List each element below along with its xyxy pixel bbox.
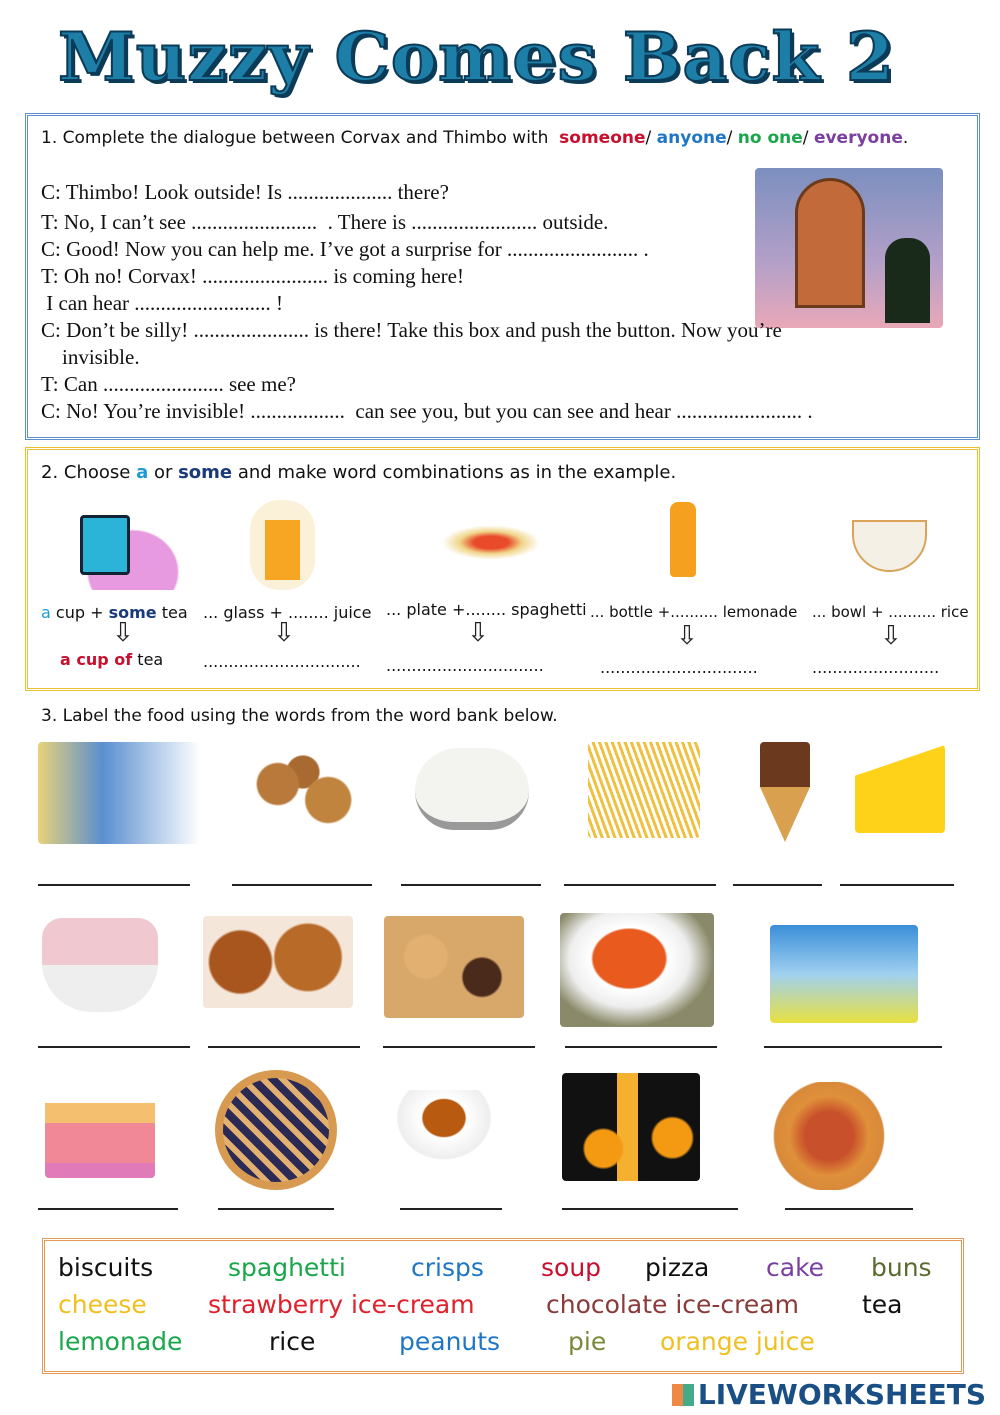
- dialogue-line: T: Oh no! Corvax! ........................ is coming here!: [41, 264, 464, 288]
- word-bank-word[interactable]: biscuits: [58, 1253, 154, 1282]
- dialogue-line: I can hear .......................... !: [41, 291, 284, 315]
- label-blank[interactable]: [38, 884, 190, 886]
- phrase-glass-juice: ... glass + ........ juice: [203, 603, 372, 622]
- logo-icon: [672, 1384, 694, 1406]
- plate-of-spaghetti-picture: [442, 525, 540, 560]
- pizza-picture: [770, 1082, 888, 1190]
- label-blank[interactable]: [218, 1208, 334, 1210]
- peanuts-picture: [240, 752, 366, 832]
- down-arrow-icon: ⇩: [676, 621, 698, 651]
- logo-text: LIVEWORKSHEETS: [697, 1378, 986, 1411]
- section-1-instruction: 1. Complete the dialogue between Corvax and Thimbo with someone/ anyone/ no one/ everyone.: [41, 128, 909, 148]
- dialogue-line: C: Good! Now you can help me. I’ve got a surprise for ......................... .: [41, 237, 649, 261]
- label-blank[interactable]: [785, 1208, 913, 1210]
- label-blank[interactable]: [400, 1208, 502, 1210]
- answer-bottle-lemonade[interactable]: ...............................: [600, 658, 758, 677]
- label-blank[interactable]: [208, 1046, 360, 1048]
- down-arrow-icon: ⇩: [880, 621, 902, 651]
- label-blank[interactable]: [383, 1046, 535, 1048]
- dialogue-line: C: Don’t be silly! ...................... is there! Take this box and push the button. Now you’re: [41, 318, 782, 342]
- spaghetti-picture: [588, 742, 700, 838]
- label-blank[interactable]: [764, 1046, 942, 1048]
- dialogue-line: T: No, I can’t see ........................ . There is ........................ outside.: [41, 210, 609, 234]
- label-blank[interactable]: [565, 1046, 717, 1048]
- dialogue-line: C: No! You’re invisible! .................. can see you, but you can see and hear ........................ .: [41, 399, 813, 423]
- biscuits-picture: [384, 916, 524, 1018]
- label-blank[interactable]: [840, 884, 954, 886]
- dialogue-line: invisible.: [41, 345, 140, 369]
- word-bank-word[interactable]: orange juice: [660, 1327, 815, 1356]
- soup-picture: [560, 913, 714, 1027]
- section-2-instruction: 2. Choose a or some and make word combinations as in the example.: [41, 462, 677, 483]
- word-bank-word[interactable]: rice: [269, 1327, 316, 1356]
- down-arrow-icon: ⇩: [467, 618, 489, 648]
- chocolate-ice-cream-picture: [760, 742, 810, 842]
- label-blank[interactable]: [562, 1208, 738, 1210]
- answer-bowl-rice[interactable]: .........................: [812, 658, 940, 677]
- label-blank[interactable]: [564, 884, 716, 886]
- word-bank-word[interactable]: soup: [541, 1253, 602, 1282]
- lemonade-picture: [770, 925, 918, 1023]
- word-bank-word[interactable]: strawberry ice-cream: [208, 1290, 475, 1319]
- answer-glass-juice[interactable]: ...............................: [203, 652, 361, 671]
- word-bank-word[interactable]: pie: [568, 1327, 607, 1356]
- down-arrow-icon: ⇩: [112, 618, 134, 648]
- word-bank-word[interactable]: cake: [766, 1253, 825, 1282]
- answer-plate-spaghetti[interactable]: ...............................: [386, 656, 544, 675]
- example-phrase: a cup + some tea: [41, 603, 188, 622]
- corvax-thimbo-picture: [755, 168, 943, 328]
- cheese-picture: [855, 745, 945, 833]
- word-bank-word[interactable]: crisps: [411, 1253, 484, 1282]
- word-bank-word[interactable]: tea: [862, 1290, 903, 1319]
- cake-picture: [45, 1078, 155, 1178]
- label-blank[interactable]: [401, 884, 541, 886]
- dialogue-line: C: Thimbo! Look outside! Is .................... there?: [41, 180, 449, 204]
- word-bank-word[interactable]: lemonade: [58, 1327, 183, 1356]
- word-bank-word[interactable]: spaghetti: [228, 1253, 346, 1282]
- label-blank[interactable]: [38, 1208, 178, 1210]
- cup-of-tea-picture: [55, 500, 185, 590]
- word-bank-word[interactable]: pizza: [645, 1253, 710, 1282]
- word-bank-word[interactable]: cheese: [58, 1290, 147, 1319]
- rice-bowl-picture: [415, 748, 529, 830]
- pie-picture: [215, 1070, 337, 1190]
- down-arrow-icon: ⇩: [273, 618, 295, 648]
- label-blank[interactable]: [733, 884, 822, 886]
- glass-of-juice-picture: [250, 500, 315, 590]
- word-bank-word[interactable]: peanuts: [399, 1327, 501, 1356]
- dialogue-line: T: Can ....................... see me?: [41, 372, 296, 396]
- bottle-of-lemonade-picture: [670, 502, 696, 577]
- example-answer: a cup of tea: [60, 650, 164, 669]
- phrase-bottle-lemonade: ... bottle +.......... lemonade: [590, 603, 798, 621]
- orange-juice-picture: [562, 1073, 700, 1181]
- word-bank-word[interactable]: buns: [871, 1253, 932, 1282]
- worksheet-title: Muzzy Comes Back 2: [58, 18, 896, 96]
- section-3-instruction: 3. Label the food using the words from the word bank below.: [41, 706, 558, 726]
- strawberry-ice-cream-picture: [42, 918, 158, 1012]
- label-blank[interactable]: [232, 884, 372, 886]
- phrase-bowl-rice: ... bowl + .......... rice: [812, 603, 969, 621]
- liveworksheets-logo: [672, 1378, 986, 1411]
- phrase-plate-spaghetti: ... plate +........ spaghetti: [386, 600, 587, 619]
- crisps-picture: [38, 742, 200, 844]
- label-blank[interactable]: [38, 1046, 190, 1048]
- word-bank-word[interactable]: chocolate ice-cream: [546, 1290, 799, 1319]
- buns-picture: [203, 916, 353, 1008]
- tea-picture: [385, 1090, 503, 1170]
